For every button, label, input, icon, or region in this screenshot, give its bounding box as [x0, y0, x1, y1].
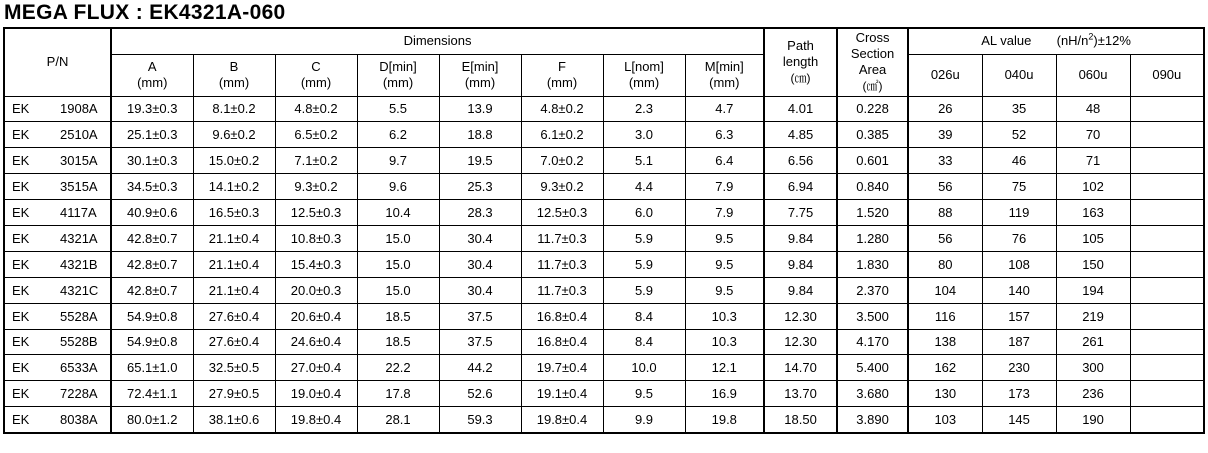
cell-e: 44.2: [439, 355, 521, 381]
cell-c: 15.4±0.3: [275, 251, 357, 277]
cell-f: 11.7±0.3: [521, 277, 603, 303]
cell-al040: 145: [982, 407, 1056, 433]
cell-area: 5.400: [837, 355, 908, 381]
cell-al026: 138: [908, 329, 982, 355]
page-title: MEGA FLUX : EK4321A-060: [4, 1, 286, 24]
cell-f: 11.7±0.3: [521, 251, 603, 277]
header-pn: P/N: [4, 28, 111, 96]
part-code: 7228A: [60, 386, 98, 402]
cell-m: 4.7: [685, 96, 764, 122]
cell-path: 12.30: [764, 329, 837, 355]
part-prefix: EK: [12, 230, 30, 246]
cell-d: 6.2: [357, 122, 439, 148]
cell-m: 9.5: [685, 251, 764, 277]
cell-al026: 56: [908, 174, 982, 200]
cell-d: 28.1: [357, 407, 439, 433]
cell-path: 9.84: [764, 225, 837, 251]
cell-al090: [1130, 174, 1204, 200]
cell-path: 14.70: [764, 355, 837, 381]
cell-al040: 230: [982, 355, 1056, 381]
part-number-cell: [4, 303, 111, 329]
cell-l: 8.4: [603, 303, 685, 329]
header-al-1: 040u: [982, 54, 1056, 96]
cell-al040: 52: [982, 122, 1056, 148]
cell-m: 9.5: [685, 225, 764, 251]
part-number-cell: [4, 122, 111, 148]
cell-al040: 35: [982, 96, 1056, 122]
part-code: 2510A: [60, 127, 98, 143]
cell-a: 80.0±1.2: [111, 407, 193, 433]
cell-al090: [1130, 200, 1204, 226]
cell-al060: 48: [1056, 96, 1130, 122]
cell-f: 19.7±0.4: [521, 355, 603, 381]
part-code: 4321B: [60, 256, 98, 272]
cell-m: 7.9: [685, 200, 764, 226]
cell-al026: 162: [908, 355, 982, 381]
cell-area: 0.228: [837, 96, 908, 122]
cell-al090: [1130, 96, 1204, 122]
cell-m: 10.3: [685, 303, 764, 329]
cell-c: 9.3±0.2: [275, 174, 357, 200]
cell-e: 19.5: [439, 148, 521, 174]
table-row: [4, 148, 1204, 174]
cell-c: 4.8±0.2: [275, 96, 357, 122]
cell-al040: 75: [982, 174, 1056, 200]
cell-area: 4.170: [837, 329, 908, 355]
cell-a: 54.9±0.8: [111, 303, 193, 329]
cell-l: 9.9: [603, 407, 685, 433]
cell-al090: [1130, 381, 1204, 407]
cell-al040: 157: [982, 303, 1056, 329]
cell-l: 5.9: [603, 225, 685, 251]
header-al-0: 026u: [908, 54, 982, 96]
header-dim-2: C (mm): [275, 54, 357, 96]
cell-a: 19.3±0.3: [111, 96, 193, 122]
cell-al090: [1130, 148, 1204, 174]
cell-e: 25.3: [439, 174, 521, 200]
cell-e: 37.5: [439, 303, 521, 329]
table-row: [4, 277, 1204, 303]
cell-l: 8.4: [603, 329, 685, 355]
cell-f: 16.8±0.4: [521, 303, 603, 329]
part-prefix: EK: [12, 334, 30, 350]
cell-al026: 56: [908, 225, 982, 251]
header-al-value: AL value $(nH/n^2)\pm 12\%$: [908, 28, 1204, 54]
cell-path: 4.85: [764, 122, 837, 148]
cell-b: 27.9±0.5: [193, 381, 275, 407]
cell-c: 10.8±0.3: [275, 225, 357, 251]
part-prefix: EK: [12, 153, 30, 169]
cell-c: 27.0±0.4: [275, 355, 357, 381]
cell-b: 9.6±0.2: [193, 122, 275, 148]
cell-al090: [1130, 122, 1204, 148]
table-row: [4, 329, 1204, 355]
cell-e: 30.4: [439, 277, 521, 303]
cell-a: 65.1±1.0: [111, 355, 193, 381]
cell-al040: 119: [982, 200, 1056, 226]
cell-area: 1.830: [837, 251, 908, 277]
cell-b: 27.6±0.4: [193, 303, 275, 329]
cell-al060: 236: [1056, 381, 1130, 407]
table-row: [4, 355, 1204, 381]
cell-b: 27.6±0.4: [193, 329, 275, 355]
cell-e: 13.9: [439, 96, 521, 122]
cell-al040: 46: [982, 148, 1056, 174]
cell-f: 9.3±0.2: [521, 174, 603, 200]
part-code: 6533A: [60, 360, 98, 376]
cell-e: 52.6: [439, 381, 521, 407]
cell-al040: 187: [982, 329, 1056, 355]
part-prefix: EK: [12, 101, 30, 117]
cell-al090: [1130, 225, 1204, 251]
cell-area: 0.601: [837, 148, 908, 174]
cell-al026: 33: [908, 148, 982, 174]
cell-al060: 150: [1056, 251, 1130, 277]
cell-al060: 163: [1056, 200, 1130, 226]
cell-e: 37.5: [439, 329, 521, 355]
cell-l: 5.9: [603, 277, 685, 303]
table-row: [4, 122, 1204, 148]
cell-al090: [1130, 407, 1204, 433]
cell-f: 19.8±0.4: [521, 407, 603, 433]
cell-c: 7.1±0.2: [275, 148, 357, 174]
header-dim-5: F (mm): [521, 54, 603, 96]
cell-m: 16.9: [685, 381, 764, 407]
cell-al026: 80: [908, 251, 982, 277]
part-number-cell: [4, 174, 111, 200]
cell-m: 12.1: [685, 355, 764, 381]
table-row: [4, 200, 1204, 226]
cell-d: 15.0: [357, 225, 439, 251]
cell-f: 12.5±0.3: [521, 200, 603, 226]
cell-path: 7.75: [764, 200, 837, 226]
cell-area: 1.520: [837, 200, 908, 226]
cell-al090: [1130, 355, 1204, 381]
part-number-cell: [4, 225, 111, 251]
cell-al026: 26: [908, 96, 982, 122]
table-row: [4, 225, 1204, 251]
cell-al060: 190: [1056, 407, 1130, 433]
cell-path: 18.50: [764, 407, 837, 433]
cell-al060: 194: [1056, 277, 1130, 303]
cell-d: 9.7: [357, 148, 439, 174]
cell-m: 10.3: [685, 329, 764, 355]
cell-al090: [1130, 329, 1204, 355]
part-code: 5528A: [60, 308, 98, 324]
cell-al090: [1130, 277, 1204, 303]
cell-area: 3.500: [837, 303, 908, 329]
cell-al060: 105: [1056, 225, 1130, 251]
part-number-cell: [4, 96, 111, 122]
cell-al060: 219: [1056, 303, 1130, 329]
part-code: 4321A: [60, 230, 98, 246]
part-prefix: EK: [12, 127, 30, 143]
cell-al026: 130: [908, 381, 982, 407]
cell-f: 19.1±0.4: [521, 381, 603, 407]
part-prefix: EK: [12, 256, 30, 272]
part-prefix: EK: [12, 360, 30, 376]
cell-a: 42.8±0.7: [111, 251, 193, 277]
part-number-cell: [4, 251, 111, 277]
cell-f: 6.1±0.2: [521, 122, 603, 148]
cell-al040: 76: [982, 225, 1056, 251]
cell-l: 10.0: [603, 355, 685, 381]
cell-al026: 116: [908, 303, 982, 329]
cell-al090: [1130, 251, 1204, 277]
part-code: 5528B: [60, 334, 98, 350]
cell-a: 25.1±0.3: [111, 122, 193, 148]
part-number-cell: [4, 381, 111, 407]
cell-d: 15.0: [357, 277, 439, 303]
cell-e: 59.3: [439, 407, 521, 433]
table-row: [4, 381, 1204, 407]
part-prefix: EK: [12, 308, 30, 324]
cell-c: 24.6±0.4: [275, 329, 357, 355]
cell-path: 9.84: [764, 251, 837, 277]
table-row: [4, 303, 1204, 329]
part-number-cell: [4, 148, 111, 174]
header-dimensions: Dimensions: [111, 28, 764, 54]
cell-e: 18.8: [439, 122, 521, 148]
cell-area: 2.370: [837, 277, 908, 303]
cell-l: 2.3: [603, 96, 685, 122]
part-number-cell: [4, 329, 111, 355]
header-al-3: 090u: [1130, 54, 1204, 96]
cell-al026: 39: [908, 122, 982, 148]
cell-c: 19.8±0.4: [275, 407, 357, 433]
cell-area: 3.680: [837, 381, 908, 407]
cell-a: 40.9±0.6: [111, 200, 193, 226]
cell-path: 6.94: [764, 174, 837, 200]
cell-f: 4.8±0.2: [521, 96, 603, 122]
part-code: 4117A: [60, 205, 97, 220]
cell-l: 3.0: [603, 122, 685, 148]
cell-m: 6.3: [685, 122, 764, 148]
cell-d: 10.4: [357, 200, 439, 226]
part-number-cell: [4, 277, 111, 303]
part-code: 8038A: [60, 412, 98, 428]
part-prefix: EK: [12, 386, 30, 402]
cell-b: 38.1±0.6: [193, 407, 275, 433]
cell-a: 72.4±1.1: [111, 381, 193, 407]
cell-m: 6.4: [685, 148, 764, 174]
cell-al090: [1130, 303, 1204, 329]
header-dim-3: D[min] (mm): [357, 54, 439, 96]
header-dim-7: M[min] (mm): [685, 54, 764, 96]
cell-c: 19.0±0.4: [275, 381, 357, 407]
cell-d: 18.5: [357, 303, 439, 329]
cell-al040: 140: [982, 277, 1056, 303]
cell-a: 34.5±0.3: [111, 174, 193, 200]
cell-area: 3.890: [837, 407, 908, 433]
table-row: [4, 251, 1204, 277]
cell-l: 4.4: [603, 174, 685, 200]
cell-al060: 70: [1056, 122, 1130, 148]
cell-b: 21.1±0.4: [193, 251, 275, 277]
cell-a: 30.1±0.3: [111, 148, 193, 174]
cell-a: 42.8±0.7: [111, 277, 193, 303]
table-row: [4, 174, 1204, 200]
cell-b: 32.5±0.5: [193, 355, 275, 381]
cell-al026: 104: [908, 277, 982, 303]
part-code: 3515A: [60, 179, 98, 195]
cell-m: 19.8: [685, 407, 764, 433]
cell-d: 22.2: [357, 355, 439, 381]
cell-b: 14.1±0.2: [193, 174, 275, 200]
spec-table: [3, 27, 1205, 434]
cell-l: 6.0: [603, 200, 685, 226]
cell-e: 30.4: [439, 225, 521, 251]
cell-area: 0.385: [837, 122, 908, 148]
cell-path: 9.84: [764, 277, 837, 303]
cell-path: 6.56: [764, 148, 837, 174]
cell-path: 13.70: [764, 381, 837, 407]
cell-al060: 71: [1056, 148, 1130, 174]
cell-a: 42.8±0.7: [111, 225, 193, 251]
cell-b: 21.1±0.4: [193, 277, 275, 303]
cell-d: 17.8: [357, 381, 439, 407]
cell-al060: 300: [1056, 355, 1130, 381]
header-path-length: Path length (㎝): [764, 28, 837, 96]
table-row: [4, 407, 1204, 433]
header-dim-4: E[min] (mm): [439, 54, 521, 96]
cell-a: 54.9±0.8: [111, 329, 193, 355]
part-prefix: EK: [12, 412, 30, 428]
cell-m: 9.5: [685, 277, 764, 303]
cell-d: 18.5: [357, 329, 439, 355]
cell-b: 15.0±0.2: [193, 148, 275, 174]
cell-al026: 88: [908, 200, 982, 226]
cell-al040: 173: [982, 381, 1056, 407]
part-code: 1908A: [60, 101, 98, 117]
cell-l: 9.5: [603, 381, 685, 407]
header-al-2: 060u: [1056, 54, 1130, 96]
part-number-cell: [4, 200, 111, 226]
cell-c: 20.6±0.4: [275, 303, 357, 329]
cell-m: 7.9: [685, 174, 764, 200]
cell-b: 16.5±0.3: [193, 200, 275, 226]
part-prefix: EK: [12, 179, 30, 195]
cell-al026: 103: [908, 407, 982, 433]
table-row: [4, 96, 1204, 122]
cell-area: 1.280: [837, 225, 908, 251]
header-dim-6: L[nom] (mm): [603, 54, 685, 96]
part-number-cell: [4, 355, 111, 381]
cell-d: 5.5: [357, 96, 439, 122]
cell-al060: 261: [1056, 329, 1130, 355]
cell-f: 11.7±0.3: [521, 225, 603, 251]
header-dim-0: A (mm): [111, 54, 193, 96]
cell-l: 5.9: [603, 251, 685, 277]
cell-path: 12.30: [764, 303, 837, 329]
cell-d: 15.0: [357, 251, 439, 277]
cell-e: 30.4: [439, 251, 521, 277]
cell-f: 7.0±0.2: [521, 148, 603, 174]
cell-c: 20.0±0.3: [275, 277, 357, 303]
cell-e: 28.3: [439, 200, 521, 226]
part-code: 3015A: [60, 153, 98, 169]
cell-area: 0.840: [837, 174, 908, 200]
part-number-cell: [4, 407, 111, 433]
cell-c: 12.5±0.3: [275, 200, 357, 226]
cell-al040: 108: [982, 251, 1056, 277]
header-cross-section: Cross Section Area (㎠): [837, 28, 908, 96]
cell-b: 8.1±0.2: [193, 96, 275, 122]
cell-d: 9.6: [357, 174, 439, 200]
part-prefix: EK: [12, 205, 30, 220]
cell-l: 5.1: [603, 148, 685, 174]
header-dim-1: B (mm): [193, 54, 275, 96]
cell-c: 6.5±0.2: [275, 122, 357, 148]
cell-al060: 102: [1056, 174, 1130, 200]
cell-f: 16.8±0.4: [521, 329, 603, 355]
part-prefix: EK: [12, 282, 30, 298]
cell-b: 21.1±0.4: [193, 225, 275, 251]
part-code: 4321C: [60, 282, 99, 298]
cell-path: 4.01: [764, 96, 837, 122]
